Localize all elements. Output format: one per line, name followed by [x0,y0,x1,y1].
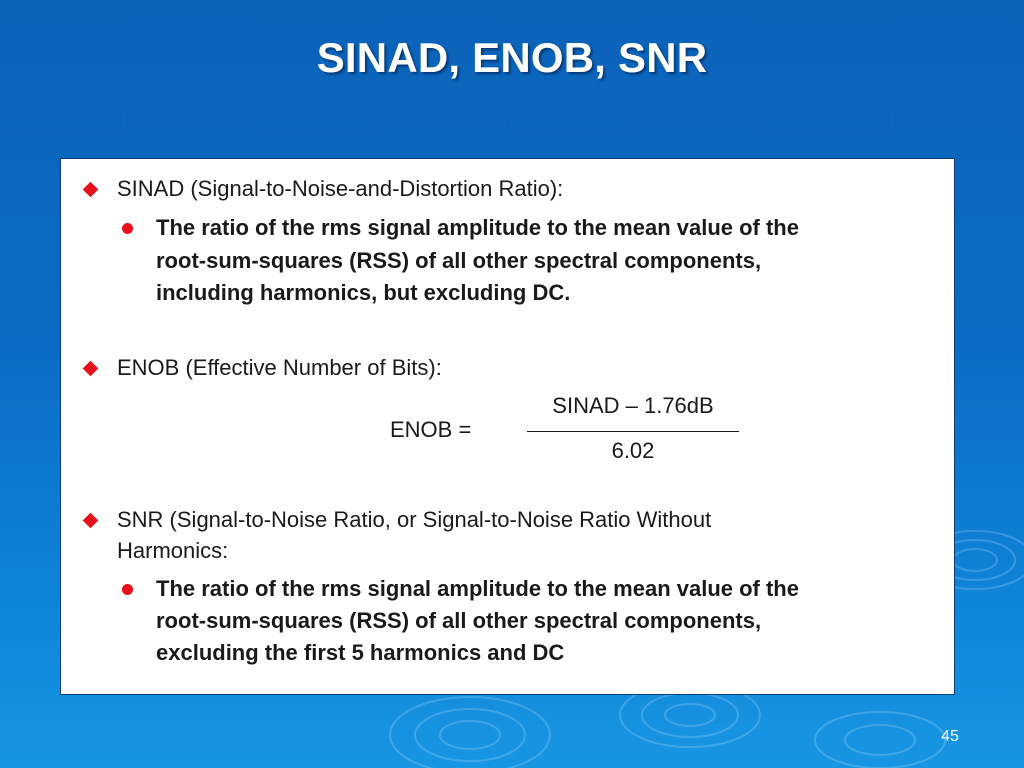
round-bullet-icon [122,584,133,595]
enob-formula-lhs: ENOB = [390,417,472,442]
slide-title: SINAD, ENOB, SNR [316,34,708,81]
snr-detail-line: excluding the first 5 harmonics and DC [156,640,565,665]
diamond-bullet-icon [83,513,99,529]
snr-detail-line: root-sum-squares (RSS) of all other spectral components, [156,608,762,633]
snr-heading-line: SNR (Signal-to-Noise Ratio, or Signal-to-Noise Ratio Without [117,507,712,532]
round-bullet-icon [122,223,133,234]
sinad-detail-line: root-sum-squares (RSS) of all other spectral components, [156,248,762,273]
snr-heading-line: Harmonics: [117,538,229,563]
fraction-bar [527,431,739,432]
diamond-bullet-icon [83,182,99,198]
sinad-detail-line: including harmonics, but excluding DC. [156,280,571,305]
page-number: 45 [941,728,959,745]
sinad-heading: SINAD (Signal-to-Noise-and-Distortion Ratio): [117,176,564,201]
snr-detail-line: The ratio of the rms signal amplitude to the mean value of the [156,576,799,601]
enob-heading: ENOB (Effective Number of Bits): [117,355,442,380]
sinad-detail-line: The ratio of the rms signal amplitude to the mean value of the [156,215,799,240]
enob-formula-denominator: 6.02 [611,438,655,463]
diamond-bullet-icon [83,361,99,377]
enob-formula-numerator: SINAD – 1.76dB [552,393,714,418]
content-box [60,158,955,695]
